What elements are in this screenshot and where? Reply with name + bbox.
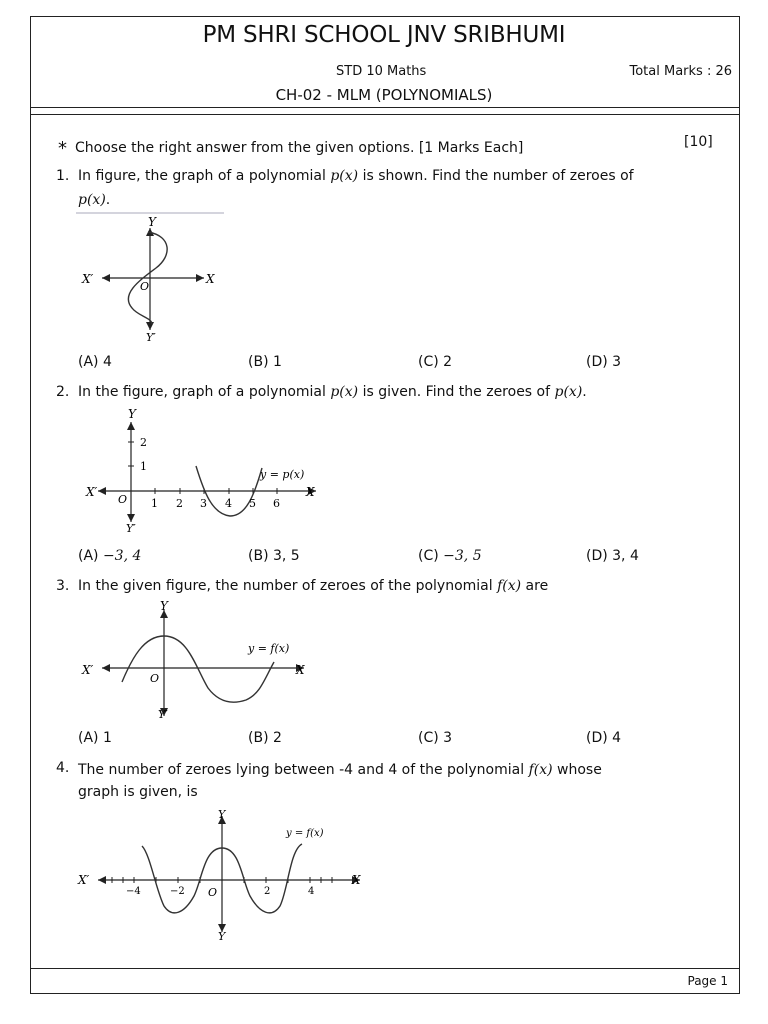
option-a[interactable]: (A) 1 bbox=[78, 730, 112, 746]
curve-label: y = f(x) bbox=[286, 828, 324, 839]
question-2-graph bbox=[84, 404, 334, 540]
axis-label: X bbox=[296, 663, 305, 677]
question-number: 3. bbox=[56, 578, 70, 594]
axis-label: X bbox=[206, 272, 215, 286]
tick-label: 2 bbox=[140, 436, 147, 449]
option-d[interactable]: (D) 3, 4 bbox=[586, 548, 639, 564]
question-text: In the given figure, the number of zeroes of the polynomial f(x) are bbox=[78, 578, 549, 594]
axis-label: Y′ bbox=[158, 708, 168, 721]
option-b[interactable]: (B) 3, 5 bbox=[248, 548, 300, 564]
question-text-line2: p(x). bbox=[78, 192, 111, 208]
tick-label: 3 bbox=[200, 497, 207, 510]
option-a[interactable]: (A) −3, 4 bbox=[78, 548, 142, 564]
question-1-graph bbox=[76, 208, 236, 348]
tick-label: 2 bbox=[264, 886, 271, 897]
section-marks: [10] bbox=[684, 134, 713, 150]
option-a[interactable]: (A) 4 bbox=[78, 354, 112, 370]
page-number: Page 1 bbox=[687, 974, 728, 988]
axis-label: X′ bbox=[86, 485, 98, 499]
instruction-text: Choose the right answer from the given options. [1 Marks Each] bbox=[75, 140, 524, 156]
chapter-title: CH-02 - MLM (POLYNOMIALS) bbox=[275, 86, 493, 104]
axis-label: Y′ bbox=[146, 331, 156, 344]
tick-label: 1 bbox=[140, 460, 147, 473]
tick-label: 5 bbox=[249, 497, 256, 510]
axis-label: X′ bbox=[82, 663, 94, 677]
question-number: 4. bbox=[56, 760, 70, 776]
tick-label: 6 bbox=[273, 497, 280, 510]
origin-label: O bbox=[118, 493, 128, 506]
tick-label: 2 bbox=[176, 497, 183, 510]
option-b[interactable]: (B) 2 bbox=[248, 730, 282, 746]
axis-label: Y bbox=[218, 808, 226, 821]
school-title: PM SHRI SCHOOL JNV SRIBHUMI bbox=[202, 22, 566, 48]
axis-label: X bbox=[352, 873, 361, 887]
section-instruction bbox=[58, 136, 523, 157]
tick-label: −2 bbox=[170, 886, 185, 897]
standard-label: STD 10 Maths bbox=[336, 64, 427, 79]
footer-divider bbox=[30, 968, 740, 969]
origin-label: O bbox=[150, 672, 160, 685]
question-text: In figure, the graph of a polynomial p(x) is shown. Find the number of zeroes of bbox=[78, 168, 634, 184]
option-c[interactable]: (C) 2 bbox=[418, 354, 453, 370]
star-icon: * bbox=[58, 138, 67, 159]
header-divider-2 bbox=[30, 114, 740, 115]
question-3-graph bbox=[78, 598, 318, 724]
question-number: 2. bbox=[56, 384, 70, 400]
option-d[interactable]: (D) 4 bbox=[586, 730, 622, 746]
curve-label: y = f(x) bbox=[248, 642, 290, 655]
curve-label: y = p(x) bbox=[260, 468, 305, 481]
origin-label: O bbox=[208, 886, 218, 899]
question-4-graph bbox=[76, 804, 372, 944]
tick-label: 4 bbox=[225, 497, 232, 510]
option-c[interactable]: (C) 3 bbox=[418, 730, 453, 746]
axis-label: X′ bbox=[78, 873, 90, 887]
question-text-line2: graph is given, is bbox=[78, 784, 198, 800]
question-number: 1. bbox=[56, 168, 70, 184]
axis-label: X′ bbox=[82, 272, 94, 286]
tick-label: 4 bbox=[308, 886, 315, 897]
question-text: The number of zeroes lying between -4 and 4 of the polynomial f(x) whose bbox=[78, 762, 602, 778]
axis-label: Y bbox=[160, 599, 168, 613]
option-c[interactable]: (C) −3, 5 bbox=[418, 548, 482, 564]
total-marks: Total Marks : 26 bbox=[629, 64, 732, 79]
tick-label: 1 bbox=[151, 497, 158, 510]
question-text: In the figure, graph of a polynomial p(x) is given. Find the zeroes of p(x). bbox=[78, 384, 587, 400]
tick-label: −4 bbox=[126, 886, 141, 897]
axis-label: Y bbox=[148, 215, 156, 229]
axis-label: X bbox=[306, 485, 315, 499]
option-b[interactable]: (B) 1 bbox=[248, 354, 282, 370]
header-divider-1 bbox=[30, 107, 740, 108]
axis-label: Y bbox=[128, 407, 136, 421]
option-d[interactable]: (D) 3 bbox=[586, 354, 622, 370]
axis-label: Y′ bbox=[126, 522, 136, 535]
origin-label: O bbox=[140, 280, 150, 293]
axis-label: Y bbox=[218, 930, 226, 943]
